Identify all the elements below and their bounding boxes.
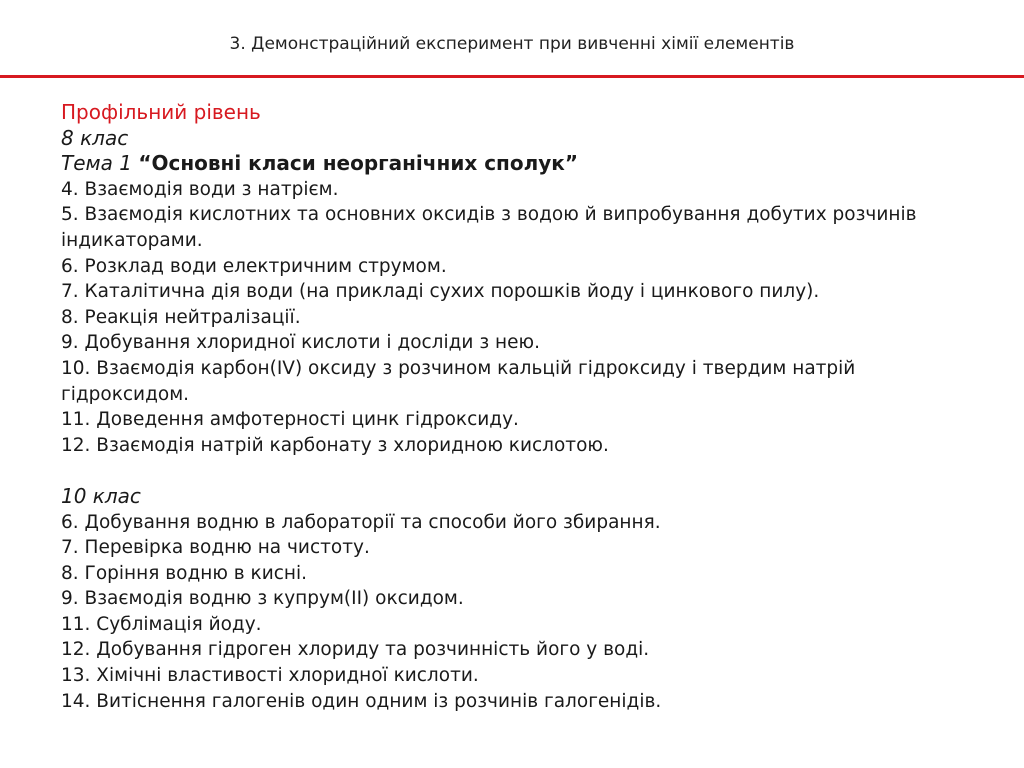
list-item: 8. Реакція нейтралізації. xyxy=(61,306,301,328)
list-item: 12. Взаємодія натрій карбонату з хлоридною кислотою. xyxy=(61,434,609,456)
list-item: 9. Добування хлоридної кислоти і досліди з нею. xyxy=(61,332,540,354)
list-item: 6. Добування водню в лабораторії та способи його збирання. xyxy=(61,511,661,533)
list-item: 10. Взаємодія карбон(IV) оксиду з розчином кальцій гідроксиду і твердим натрій гідроксидом. xyxy=(61,357,856,405)
list-item: 12. Добування гідроген хлориду та розчинність його у воді. xyxy=(61,639,650,661)
list-item: 9. Взаємодія водню з купрум(II) оксидом. xyxy=(61,588,464,610)
topic-name: “Основні класи неорганічних сполук” xyxy=(138,151,579,176)
list-item: 4. Взаємодія води з натрієм. xyxy=(61,178,339,200)
list-item: 5. Взаємодія кислотних та основних оксидів з водою й випробування добутих розчинів індикаторами. xyxy=(61,204,917,251)
level-heading: Профільний рівень xyxy=(61,100,261,124)
grade-8-experiment-list xyxy=(61,177,941,459)
grade-8-heading: 8 клас xyxy=(61,125,129,150)
list-item: 6. Розклад води електричним струмом. xyxy=(61,255,447,277)
grade-10-heading: 10 клас xyxy=(61,483,141,508)
list-item: 7. Каталітична дія води (на прикладі сухих порошків йоду і цинкового пилу). xyxy=(61,281,820,303)
slide-title: 3. Демонстраційний експеримент при вивченні хімії елементів xyxy=(229,34,795,54)
list-item: 11. Доведення амфотерності цинк гідроксиду. xyxy=(61,409,519,431)
grade-10-experiment-list xyxy=(61,510,941,715)
header-divider xyxy=(0,75,1024,78)
list-item: 14. Витіснення галогенів один одним із розчинів галогенідів. xyxy=(61,690,662,712)
slide-body xyxy=(61,100,941,714)
section-spacer xyxy=(61,458,941,484)
topic-prefix: Тема 1 xyxy=(61,151,132,176)
list-item: 13. Хімічні властивості хлоридної кислоти. xyxy=(61,665,479,687)
list-item: 11. Сублімація йоду. xyxy=(61,613,262,635)
topic-heading xyxy=(61,151,941,177)
list-item: 7. Перевірка водню на чистоту. xyxy=(61,537,370,559)
list-item: 8. Горіння водню в кисні. xyxy=(61,562,308,584)
